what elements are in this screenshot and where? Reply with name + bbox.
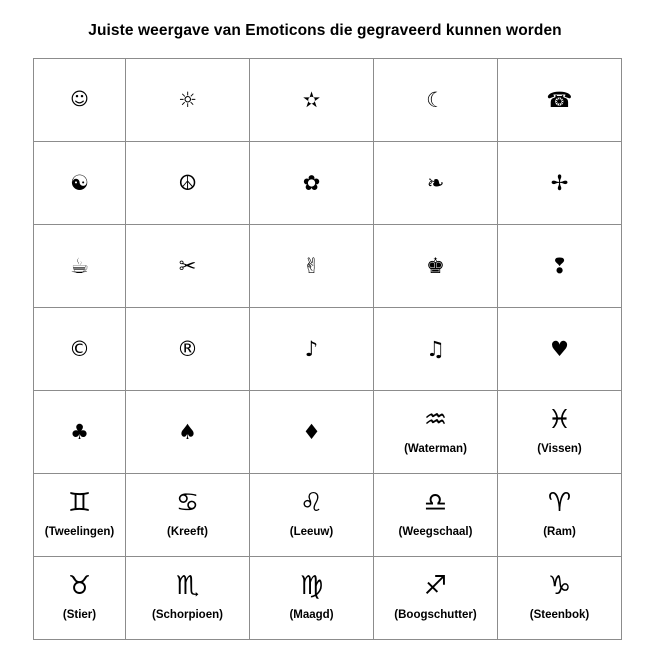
emoticon-symbol-icon: ❢ [550,254,569,278]
emoticon-cell [126,308,250,391]
emoticon-cell [498,225,622,308]
emoticon-cell [374,557,498,640]
emoticon-label: (Weegschaal) [398,526,473,538]
emoticon-symbol-icon: ♠ [178,420,197,444]
emoticon-symbol-icon: ☺ [70,89,89,110]
grid-row [34,308,622,391]
emoticon-symbol-icon: ♋ [175,488,200,518]
emoticon-grid [33,58,622,640]
emoticon-label: (Schorpioen) [152,609,223,621]
grid-row [34,474,622,557]
emoticon-label: (Leeuw) [289,526,334,538]
emoticon-symbol-icon: ♪ [304,337,319,361]
emoticon-cell [374,142,498,225]
emoticon-symbol-icon: ♥ [550,337,569,361]
grid-row [34,557,622,640]
emoticon-symbol-icon: ♣ [70,420,89,444]
emoticon-symbol-icon: ☎ [546,88,573,112]
emoticon-cell [498,308,622,391]
emoticon-cell [126,557,250,640]
emoticon-cell [250,474,374,557]
emoticon-symbol-icon: ✫ [302,88,321,112]
emoticon-cell [374,59,498,142]
emoticon-symbol-icon: ♎ [423,488,448,518]
emoticon-symbol-icon: ☯ [70,171,89,195]
grid-row [34,391,622,474]
emoticon-label: (Tweelingen) [44,526,115,538]
emoticon-label: (Waterman) [404,443,467,455]
emoticon-symbol-icon: ♫ [426,337,445,361]
emoticon-label: (Kreeft) [167,526,208,538]
emoticon-symbol-icon: ☼ [178,88,197,112]
page-title: Juiste weergave van Emoticons die gegraveerd kunnen worden [88,22,562,39]
emoticon-cell [126,391,250,474]
emoticon-symbol-icon: ☕ [70,254,89,278]
emoticon-symbol-icon: ☾ [426,88,445,112]
emoticon-cell [250,142,374,225]
emoticon-cell [498,59,622,142]
emoticon-grid-body [34,59,622,640]
emoticon-label: (Boogschutter) [394,609,477,621]
emoticon-label: (Ram) [543,526,576,538]
emoticon-cell [126,142,250,225]
emoticon-label: (Stier) [62,609,97,621]
emoticon-symbol-icon: ♒ [423,405,448,435]
emoticon-symbol-icon: ♈ [547,488,572,518]
emoticon-symbol-icon: ® [177,337,198,361]
emoticon-cell [34,59,126,142]
emoticon-cell [126,59,250,142]
emoticon-symbol-icon: ♍ [299,571,324,601]
emoticon-cell [250,59,374,142]
emoticon-cell [498,391,622,474]
emoticon-symbol-icon: ♏ [175,571,200,601]
emoticon-label: (Maagd) [289,609,334,621]
emoticon-symbol-icon: ☮ [178,171,197,195]
emoticon-symbol-icon: ❧ [426,171,445,195]
emoticon-cell [498,474,622,557]
emoticon-symbol-icon: ♊ [67,488,92,518]
emoticon-cell [34,142,126,225]
emoticon-cell [126,225,250,308]
emoticon-symbol-icon: ♉ [67,571,92,601]
emoticon-cell [34,225,126,308]
emoticon-cell [250,391,374,474]
grid-row [34,142,622,225]
emoticon-cell [374,225,498,308]
emoticon-symbol-icon: ♑ [547,571,572,601]
grid-row [34,225,622,308]
emoticon-label: (Vissen) [537,443,582,455]
emoticon-cell [34,308,126,391]
emoticon-symbol-icon: ♦ [302,420,321,444]
emoticon-cell [34,474,126,557]
emoticon-symbol-icon: ✂ [178,254,197,278]
emoticon-symbol-icon: ✿ [302,171,321,195]
emoticon-cell [250,557,374,640]
emoticon-symbol-icon: ✢ [550,171,569,195]
emoticon-cell [126,474,250,557]
emoticon-symbol-icon: ♐ [423,571,448,601]
emoticon-cell [374,308,498,391]
emoticon-symbol-icon: ♚ [426,254,445,278]
emoticon-symbol-icon: © [69,337,90,361]
emoticon-cell [250,225,374,308]
emoticon-symbol-icon: ♌ [299,488,324,518]
emoticon-cell [498,142,622,225]
emoticon-symbol-icon: ♓ [547,405,572,435]
emoticon-cell [34,557,126,640]
grid-row [34,59,622,142]
emoticon-symbol-icon: ✌ [302,254,321,278]
emoticon-cell [498,557,622,640]
emoticon-cell [250,308,374,391]
emoticon-label: (Steenbok) [529,609,590,621]
emoticon-cell [34,391,126,474]
emoticon-cell [374,391,498,474]
emoticon-cell [374,474,498,557]
